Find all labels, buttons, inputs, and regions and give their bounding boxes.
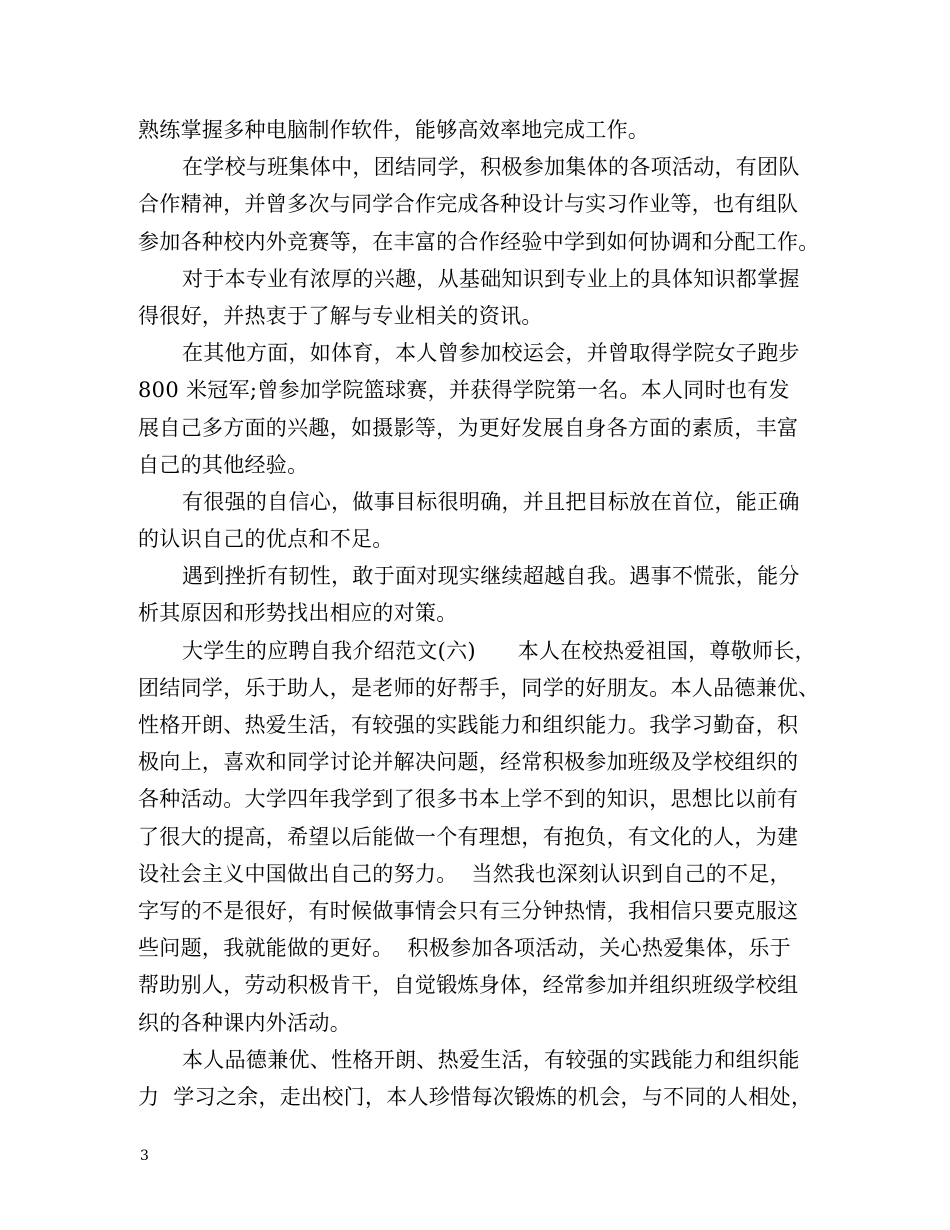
text-line: 在学校与班集体中，团结同学，积极参加集体的各项活动，有团队 — [182, 155, 800, 180]
text-line: 设社会主义中国做出自己的努力。 当然我也深刻认识到自己的不足， — [138, 861, 791, 886]
text-line: 了很大的提高，希望以后能做一个有理想，有抱负，有文化的人，为建 — [138, 824, 799, 849]
text-line: 本人品德兼优、性格开朗、热爱生活，有较强的实践能力和组织能 — [182, 1047, 800, 1072]
text-line: 遇到挫折有韧性，敢于面对现实继续超越自我。遇事不慌张，能分 — [182, 564, 800, 589]
text-line: 的认识自己的优点和不足。 — [138, 527, 394, 552]
text-line: 自己的其他经验。 — [138, 452, 309, 477]
text-line: 有很强的自信心，做事目标很明确，并且把目标放在首位，能正确 — [182, 489, 800, 514]
text-line: 熟练掌握多种电脑制作软件，能够高效率地完成工作。 — [138, 118, 650, 142]
text-line: 织的各种课内外活动。 — [138, 1010, 351, 1035]
body-text — [138, 112, 828, 1116]
text-line: 极向上，喜欢和同学讨论并解决问题，经常积极参加班级及学校组织的 — [138, 750, 799, 775]
text-line: 展自己多方面的兴趣，如摄影等，为更好发展自身各方面的素质，丰富 — [138, 415, 799, 440]
text-line: 析其原因和形势找出相应的对策。 — [138, 601, 458, 626]
text-line: 在其他方面，如体育，本人曾参加校运会，并曾取得学院女子跑步 — [182, 341, 800, 366]
text-line: 参加各种校内外竞赛等，在丰富的合作经验中学到如何协调和分配工作。 — [138, 229, 820, 254]
text-line: 大学生的应聘自我介绍范文(六) 本人在校热爱祖国，尊敬师长， — [182, 638, 816, 663]
page-number: 3 — [140, 1148, 149, 1164]
text-line: 些问题，我就能做的更好。 积极参加各项活动，关心热爱集体，乐于 — [138, 936, 791, 961]
text-line: 力 学习之余，走出校门，本人珍惜每次锻炼的机会，与不同的人相处， — [138, 1084, 813, 1109]
text-line: 性格开朗、热爱生活，有较强的实践能力和组织能力。我学习勤奋，积 — [138, 713, 799, 737]
text-line: 帮助别人，劳动积极肯干，自觉锻炼身体，经常参加并组织班级学校组 — [138, 973, 799, 998]
text-line: 800 米冠军;曾参加学院篮球赛，并获得学院第一名。本人同时也有发 — [138, 378, 790, 403]
text-line: 对于本专业有浓厚的兴趣，从基础知识到专业上的具体知识都掌握 — [182, 266, 800, 291]
text-line: 各种活动。大学四年我学到了很多书本上学不到的知识，思想比以前有 — [138, 787, 799, 812]
text-line: 团结同学，乐于助人，是老师的好帮手，同学的好朋友。本人品德兼优、 — [138, 675, 820, 700]
text-line: 得很好，并热衷于了解与专业相关的资讯。 — [138, 303, 543, 328]
text-line: 合作精神，并曾多次与同学合作完成各种设计与实习作业等，也有组队 — [138, 192, 799, 217]
text-line: 字写的不是很好，有时候做事情会只有三分钟热情，我相信只要克服这 — [138, 898, 799, 923]
